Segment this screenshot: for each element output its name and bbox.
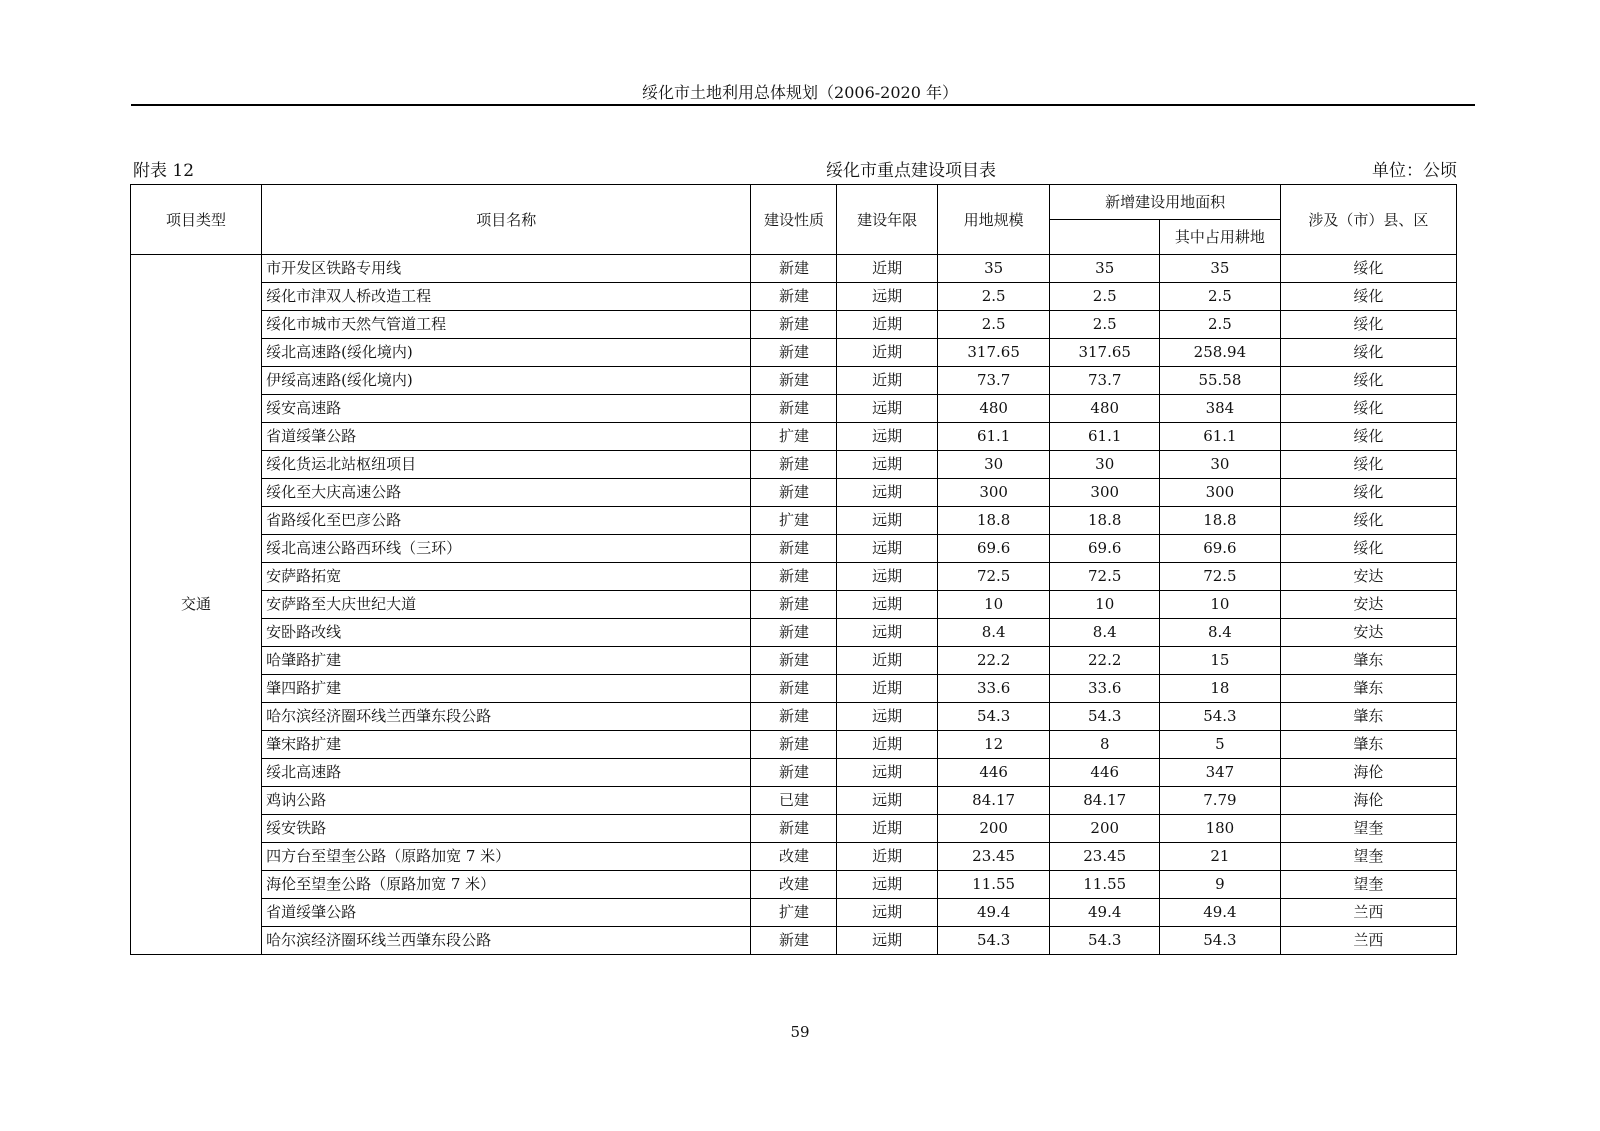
construction-period-cell: 近期 bbox=[837, 675, 937, 703]
county-cell: 肇东 bbox=[1280, 647, 1456, 675]
county-cell: 望奎 bbox=[1280, 843, 1456, 871]
project-name-cell: 安萨路至大庆世纪大道 bbox=[262, 591, 751, 619]
land-scale-cell: 33.6 bbox=[937, 675, 1050, 703]
construction-nature-cell: 新建 bbox=[751, 731, 837, 759]
farmland-cell: 8.4 bbox=[1160, 619, 1281, 647]
land-scale-cell: 30 bbox=[937, 451, 1050, 479]
county-cell: 绥化 bbox=[1280, 339, 1456, 367]
county-cell: 安达 bbox=[1280, 619, 1456, 647]
county-cell: 肇东 bbox=[1280, 675, 1456, 703]
county-cell: 肇东 bbox=[1280, 731, 1456, 759]
farmland-cell: 258.94 bbox=[1160, 339, 1281, 367]
new-area-cell: 84.17 bbox=[1050, 787, 1160, 815]
farmland-cell: 300 bbox=[1160, 479, 1281, 507]
table-row bbox=[131, 311, 1457, 339]
project-name-cell: 安萨路拓宽 bbox=[262, 563, 751, 591]
table-row bbox=[131, 899, 1457, 927]
project-name-cell: 绥化市津双人桥改造工程 bbox=[262, 283, 751, 311]
county-cell: 海伦 bbox=[1280, 759, 1456, 787]
project-name-cell: 绥北高速路(绥化境内) bbox=[262, 339, 751, 367]
table-row bbox=[131, 535, 1457, 563]
construction-period-cell: 近期 bbox=[837, 647, 937, 675]
construction-nature-cell: 新建 bbox=[751, 619, 837, 647]
project-name-cell: 四方台至望奎公路（原路加宽 7 米） bbox=[262, 843, 751, 871]
land-scale-cell: 49.4 bbox=[937, 899, 1050, 927]
farmland-cell: 5 bbox=[1160, 731, 1281, 759]
table-row bbox=[131, 815, 1457, 843]
construction-period-cell: 近期 bbox=[837, 843, 937, 871]
table-row bbox=[131, 507, 1457, 535]
header-construction-period: 建设年限 bbox=[837, 185, 937, 255]
farmland-cell: 69.6 bbox=[1160, 535, 1281, 563]
county-cell: 绥化 bbox=[1280, 507, 1456, 535]
land-scale-cell: 446 bbox=[937, 759, 1050, 787]
county-cell: 绥化 bbox=[1280, 395, 1456, 423]
construction-period-cell: 近期 bbox=[837, 731, 937, 759]
new-area-cell: 61.1 bbox=[1050, 423, 1160, 451]
land-scale-cell: 61.1 bbox=[937, 423, 1050, 451]
construction-nature-cell: 新建 bbox=[751, 563, 837, 591]
construction-period-cell: 远期 bbox=[837, 479, 937, 507]
appendix-label: 附表 12 bbox=[133, 161, 195, 181]
table-row bbox=[131, 339, 1457, 367]
new-area-cell: 54.3 bbox=[1050, 703, 1160, 731]
farmland-cell: 54.3 bbox=[1160, 703, 1281, 731]
construction-nature-cell: 新建 bbox=[751, 311, 837, 339]
farmland-cell: 384 bbox=[1160, 395, 1281, 423]
project-name-cell: 哈尔滨经济圈环线兰西肇东段公路 bbox=[262, 703, 751, 731]
land-scale-cell: 22.2 bbox=[937, 647, 1050, 675]
construction-nature-cell: 扩建 bbox=[751, 423, 837, 451]
project-name-cell: 绥安铁路 bbox=[262, 815, 751, 843]
table-row bbox=[131, 843, 1457, 871]
county-cell: 兰西 bbox=[1280, 927, 1456, 955]
land-scale-cell: 84.17 bbox=[937, 787, 1050, 815]
construction-nature-cell: 新建 bbox=[751, 367, 837, 395]
construction-period-cell: 近期 bbox=[837, 339, 937, 367]
new-area-cell: 22.2 bbox=[1050, 647, 1160, 675]
header-project-type: 项目类型 bbox=[131, 185, 262, 255]
county-cell: 安达 bbox=[1280, 563, 1456, 591]
project-name-cell: 鸡讷公路 bbox=[262, 787, 751, 815]
farmland-cell: 55.58 bbox=[1160, 367, 1281, 395]
construction-nature-cell: 扩建 bbox=[751, 507, 837, 535]
projects-table bbox=[130, 184, 1457, 955]
table-row bbox=[131, 479, 1457, 507]
construction-nature-cell: 新建 bbox=[751, 647, 837, 675]
construction-nature-cell: 新建 bbox=[751, 255, 837, 283]
project-name-cell: 绥化至大庆高速公路 bbox=[262, 479, 751, 507]
county-cell: 望奎 bbox=[1280, 815, 1456, 843]
table-row bbox=[131, 675, 1457, 703]
land-scale-cell: 480 bbox=[937, 395, 1050, 423]
construction-nature-cell: 新建 bbox=[751, 535, 837, 563]
county-cell: 海伦 bbox=[1280, 787, 1456, 815]
new-area-cell: 2.5 bbox=[1050, 311, 1160, 339]
farmland-cell: 2.5 bbox=[1160, 283, 1281, 311]
farmland-cell: 49.4 bbox=[1160, 899, 1281, 927]
farmland-cell: 10 bbox=[1160, 591, 1281, 619]
table-row bbox=[131, 395, 1457, 423]
table-caption-row bbox=[131, 156, 1457, 180]
header-construction-nature: 建设性质 bbox=[751, 185, 837, 255]
table-row bbox=[131, 591, 1457, 619]
construction-period-cell: 远期 bbox=[837, 787, 937, 815]
farmland-cell: 180 bbox=[1160, 815, 1281, 843]
project-name-cell: 安卧路改线 bbox=[262, 619, 751, 647]
farmland-cell: 61.1 bbox=[1160, 423, 1281, 451]
construction-period-cell: 远期 bbox=[837, 395, 937, 423]
new-area-cell: 446 bbox=[1050, 759, 1160, 787]
new-area-cell: 23.45 bbox=[1050, 843, 1160, 871]
land-scale-cell: 69.6 bbox=[937, 535, 1050, 563]
construction-period-cell: 远期 bbox=[837, 927, 937, 955]
table-row bbox=[131, 619, 1457, 647]
project-name-cell: 绥化市城市天然气管道工程 bbox=[262, 311, 751, 339]
new-area-cell: 2.5 bbox=[1050, 283, 1160, 311]
project-name-cell: 哈尔滨经济圈环线兰西肇东段公路 bbox=[262, 927, 751, 955]
table-title: 绥化市重点建设项目表 bbox=[826, 161, 996, 181]
project-name-cell: 绥北高速公路西环线（三环） bbox=[262, 535, 751, 563]
county-cell: 绥化 bbox=[1280, 423, 1456, 451]
table-row bbox=[131, 787, 1457, 815]
table-row bbox=[131, 283, 1457, 311]
project-name-cell: 省道绥肇公路 bbox=[262, 423, 751, 451]
project-name-cell: 伊绥高速路(绥化境内) bbox=[262, 367, 751, 395]
county-cell: 肇东 bbox=[1280, 703, 1456, 731]
county-cell: 绥化 bbox=[1280, 367, 1456, 395]
project-name-cell: 海伦至望奎公路（原路加宽 7 米） bbox=[262, 871, 751, 899]
farmland-cell: 54.3 bbox=[1160, 927, 1281, 955]
land-scale-cell: 317.65 bbox=[937, 339, 1050, 367]
project-name-cell: 绥安高速路 bbox=[262, 395, 751, 423]
page-number: 59 bbox=[790, 1023, 810, 1041]
project-category-cell: 交通 bbox=[131, 255, 262, 955]
construction-nature-cell: 改建 bbox=[751, 871, 837, 899]
land-scale-cell: 11.55 bbox=[937, 871, 1050, 899]
unit-label: 单位：公顷 bbox=[1372, 161, 1457, 181]
header-new-construction-area: 新增建设用地面积 bbox=[1050, 185, 1280, 220]
table-row bbox=[131, 563, 1457, 591]
farmland-cell: 347 bbox=[1160, 759, 1281, 787]
construction-nature-cell: 已建 bbox=[751, 787, 837, 815]
new-area-cell: 18.8 bbox=[1050, 507, 1160, 535]
header-divider bbox=[131, 104, 1475, 106]
land-scale-cell: 54.3 bbox=[937, 927, 1050, 955]
project-name-cell: 肇四路扩建 bbox=[262, 675, 751, 703]
table-row bbox=[131, 423, 1457, 451]
county-cell: 绥化 bbox=[1280, 311, 1456, 339]
land-scale-cell: 72.5 bbox=[937, 563, 1050, 591]
farmland-cell: 21 bbox=[1160, 843, 1281, 871]
farmland-cell: 18 bbox=[1160, 675, 1281, 703]
county-cell: 绥化 bbox=[1280, 451, 1456, 479]
construction-period-cell: 远期 bbox=[837, 759, 937, 787]
construction-period-cell: 远期 bbox=[837, 535, 937, 563]
new-area-cell: 54.3 bbox=[1050, 927, 1160, 955]
new-area-cell: 69.6 bbox=[1050, 535, 1160, 563]
new-area-cell: 8.4 bbox=[1050, 619, 1160, 647]
land-scale-cell: 73.7 bbox=[937, 367, 1050, 395]
project-name-cell: 省道绥肇公路 bbox=[262, 899, 751, 927]
farmland-cell: 18.8 bbox=[1160, 507, 1281, 535]
land-scale-cell: 200 bbox=[937, 815, 1050, 843]
construction-period-cell: 远期 bbox=[837, 563, 937, 591]
land-scale-cell: 23.45 bbox=[937, 843, 1050, 871]
new-area-cell: 72.5 bbox=[1050, 563, 1160, 591]
farmland-cell: 72.5 bbox=[1160, 563, 1281, 591]
new-area-cell: 49.4 bbox=[1050, 899, 1160, 927]
construction-period-cell: 远期 bbox=[837, 871, 937, 899]
land-scale-cell: 300 bbox=[937, 479, 1050, 507]
farmland-cell: 15 bbox=[1160, 647, 1281, 675]
document-header-title: 绥化市土地利用总体规划（2006-2020 年） bbox=[642, 83, 958, 102]
new-area-cell: 30 bbox=[1050, 451, 1160, 479]
construction-period-cell: 远期 bbox=[837, 507, 937, 535]
header-land-scale: 用地规模 bbox=[937, 185, 1050, 255]
table-row bbox=[131, 871, 1457, 899]
project-name-cell: 市开发区铁路专用线 bbox=[262, 255, 751, 283]
new-area-cell: 10 bbox=[1050, 591, 1160, 619]
project-name-cell: 哈肇路扩建 bbox=[262, 647, 751, 675]
county-cell: 绥化 bbox=[1280, 255, 1456, 283]
construction-nature-cell: 新建 bbox=[751, 927, 837, 955]
new-area-cell: 73.7 bbox=[1050, 367, 1160, 395]
table-row bbox=[131, 255, 1457, 283]
land-scale-cell: 2.5 bbox=[937, 311, 1050, 339]
construction-nature-cell: 新建 bbox=[751, 479, 837, 507]
new-area-cell: 11.55 bbox=[1050, 871, 1160, 899]
construction-period-cell: 近期 bbox=[837, 815, 937, 843]
new-area-cell: 300 bbox=[1050, 479, 1160, 507]
header-county: 涉及（市）县、区 bbox=[1280, 185, 1456, 255]
construction-nature-cell: 新建 bbox=[751, 703, 837, 731]
table-row bbox=[131, 927, 1457, 955]
construction-period-cell: 近期 bbox=[837, 311, 937, 339]
construction-nature-cell: 扩建 bbox=[751, 899, 837, 927]
construction-period-cell: 远期 bbox=[837, 283, 937, 311]
project-name-cell: 省路绥化至巴彦公路 bbox=[262, 507, 751, 535]
new-area-cell: 317.65 bbox=[1050, 339, 1160, 367]
new-area-cell: 33.6 bbox=[1050, 675, 1160, 703]
new-area-cell: 35 bbox=[1050, 255, 1160, 283]
county-cell: 安达 bbox=[1280, 591, 1456, 619]
construction-nature-cell: 新建 bbox=[751, 815, 837, 843]
farmland-cell: 7.79 bbox=[1160, 787, 1281, 815]
table-row bbox=[131, 451, 1457, 479]
table-row bbox=[131, 731, 1457, 759]
county-cell: 望奎 bbox=[1280, 871, 1456, 899]
table-row bbox=[131, 367, 1457, 395]
table-row bbox=[131, 647, 1457, 675]
construction-period-cell: 远期 bbox=[837, 703, 937, 731]
construction-period-cell: 远期 bbox=[837, 451, 937, 479]
construction-nature-cell: 新建 bbox=[751, 339, 837, 367]
land-scale-cell: 8.4 bbox=[937, 619, 1050, 647]
header-new-area-total bbox=[1050, 220, 1160, 255]
table-body bbox=[131, 255, 1457, 955]
farmland-cell: 9 bbox=[1160, 871, 1281, 899]
construction-nature-cell: 新建 bbox=[751, 283, 837, 311]
farmland-cell: 30 bbox=[1160, 451, 1281, 479]
construction-period-cell: 远期 bbox=[837, 899, 937, 927]
project-name-cell: 肇宋路扩建 bbox=[262, 731, 751, 759]
land-scale-cell: 35 bbox=[937, 255, 1050, 283]
table-row bbox=[131, 703, 1457, 731]
land-scale-cell: 10 bbox=[937, 591, 1050, 619]
farmland-cell: 35 bbox=[1160, 255, 1281, 283]
construction-nature-cell: 新建 bbox=[751, 675, 837, 703]
construction-period-cell: 远期 bbox=[837, 423, 937, 451]
new-area-cell: 8 bbox=[1050, 731, 1160, 759]
land-scale-cell: 2.5 bbox=[937, 283, 1050, 311]
land-scale-cell: 54.3 bbox=[937, 703, 1050, 731]
farmland-cell: 2.5 bbox=[1160, 311, 1281, 339]
construction-period-cell: 远期 bbox=[837, 619, 937, 647]
project-name-cell: 绥化货运北站枢纽项目 bbox=[262, 451, 751, 479]
construction-nature-cell: 改建 bbox=[751, 843, 837, 871]
construction-nature-cell: 新建 bbox=[751, 395, 837, 423]
land-scale-cell: 18.8 bbox=[937, 507, 1050, 535]
county-cell: 兰西 bbox=[1280, 899, 1456, 927]
construction-nature-cell: 新建 bbox=[751, 591, 837, 619]
new-area-cell: 480 bbox=[1050, 395, 1160, 423]
county-cell: 绥化 bbox=[1280, 535, 1456, 563]
construction-period-cell: 近期 bbox=[837, 367, 937, 395]
county-cell: 绥化 bbox=[1280, 283, 1456, 311]
construction-period-cell: 近期 bbox=[837, 255, 937, 283]
project-name-cell: 绥北高速路 bbox=[262, 759, 751, 787]
construction-period-cell: 远期 bbox=[837, 591, 937, 619]
new-area-cell: 200 bbox=[1050, 815, 1160, 843]
construction-nature-cell: 新建 bbox=[751, 451, 837, 479]
header-project-name: 项目名称 bbox=[262, 185, 751, 255]
land-scale-cell: 12 bbox=[937, 731, 1050, 759]
construction-nature-cell: 新建 bbox=[751, 759, 837, 787]
county-cell: 绥化 bbox=[1280, 479, 1456, 507]
table-row bbox=[131, 759, 1457, 787]
header-farmland-occupied: 其中占用耕地 bbox=[1160, 220, 1281, 255]
